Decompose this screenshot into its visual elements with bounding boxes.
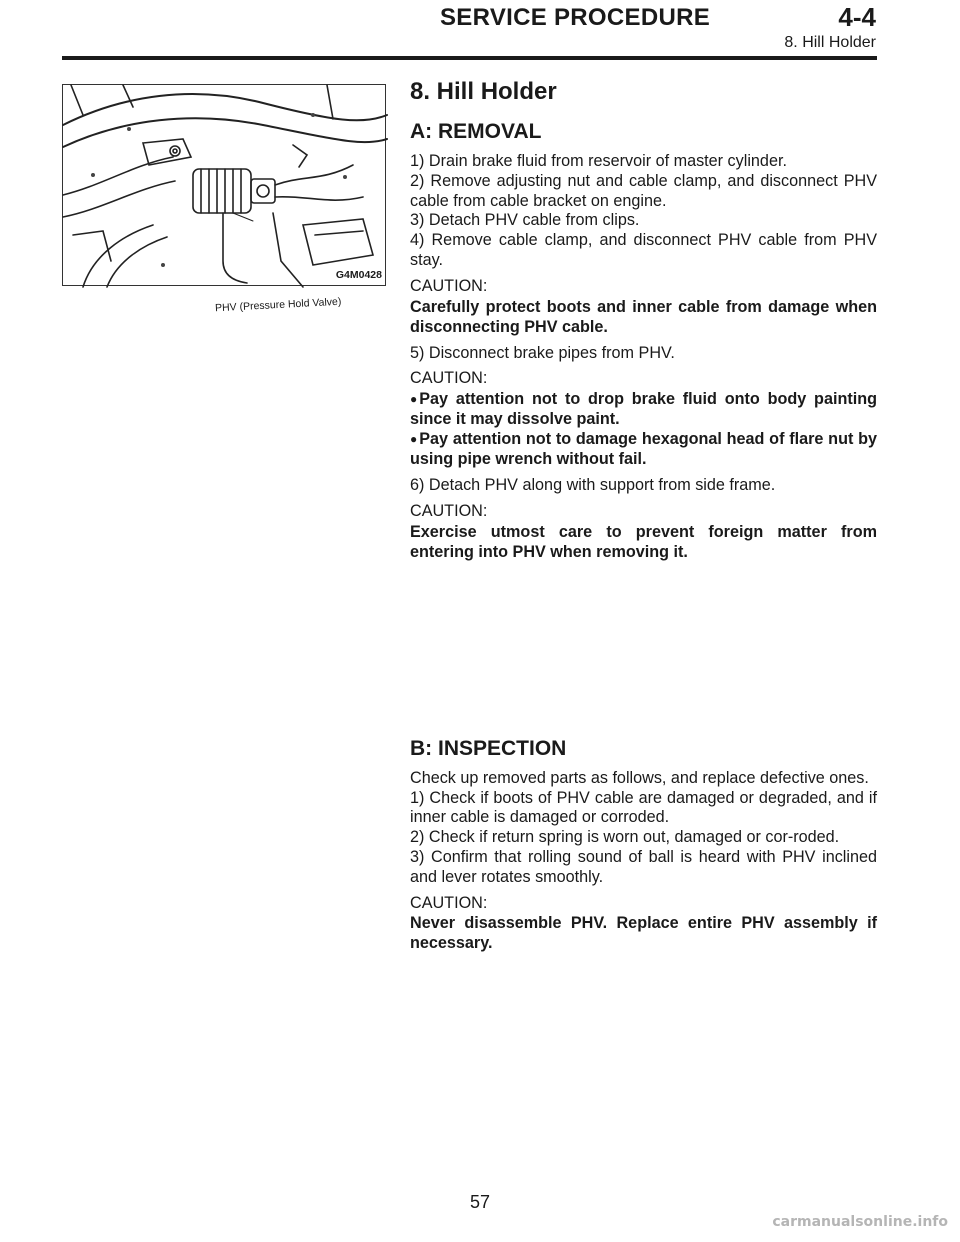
watermark: carmanualsonline.info: [772, 1214, 948, 1230]
caution-label: CAUTION:: [410, 501, 488, 520]
caution-label: CAUTION:: [410, 893, 488, 912]
inspection-step-1: 1) Check if boots of PHV cable are damaged or degraded, and if inner cable is damaged or corroded.: [410, 788, 877, 827]
bullet-icon: ●: [410, 392, 418, 407]
header-subsection: 8. Hill Holder: [784, 34, 876, 51]
caution-text: Never disassemble PHV. Replace entire PHV assembly if necessary.: [410, 914, 877, 953]
page-number: 57: [469, 1192, 491, 1212]
caution-label: CAUTION:: [410, 369, 488, 388]
phv-callout-label: PHV (Pressure Hold Valve): [214, 295, 342, 315]
figure-code: G4M0428: [335, 269, 382, 281]
content-column: [410, 76, 877, 960]
inspection-step-3: 3) Confirm that rolling sound of ball is heard with PHV inclined and lever rotates smoothly.: [410, 847, 877, 886]
removal-step-2: 2) Remove adjusting nut and cable clamp, and disconnect PHV cable from cable bracket on engine.: [410, 171, 877, 210]
header-section-number: 4-4: [838, 2, 876, 32]
caution-bullet: [410, 389, 877, 429]
removal-step-6: 6) Detach PHV along with support from side frame.: [410, 476, 776, 495]
caution-text: Exercise utmost care to prevent foreign matter from entering into PHV when removing it.: [410, 522, 877, 561]
phv-figure: [62, 84, 386, 315]
inspection-intro: Check up removed parts as follows, and replace defective ones.: [410, 768, 869, 787]
caution-bullet-text: Pay attention not to damage hexagonal head of flare nut by using pipe wrench without fail.: [410, 430, 877, 469]
caution-bullet: [410, 429, 877, 469]
caution-bullet-text: Pay attention not to drop brake fluid onto body painting since it may dissolve paint.: [410, 390, 877, 429]
caution-text: Carefully protect boots and inner cable from damage when disconnecting PHV cable.: [410, 297, 877, 336]
spacer: [410, 569, 877, 735]
section-heading: 8. Hill Holder: [410, 78, 557, 105]
inspection-step-2: 2) Check if return spring is worn out, damaged or cor-roded.: [410, 828, 840, 847]
inspection-heading: B: INSPECTION: [410, 736, 567, 760]
removal-step-3: 3) Detach PHV cable from clips.: [410, 211, 640, 230]
removal-heading: A: REMOVAL: [410, 120, 542, 143]
removal-step-4: 4) Remove cable clamp, and disconnect PHV cable from PHV stay.: [410, 231, 877, 269]
header-rule: [62, 56, 877, 60]
removal-step-5: 5) Disconnect brake pipes from PHV.: [410, 343, 675, 362]
removal-step-1: 1) Drain brake fluid from reservoir of master cylinder.: [410, 152, 787, 170]
engine-bay-illustration: [63, 85, 387, 287]
bullet-icon: ●: [410, 432, 418, 447]
header-title: SERVICE PROCEDURE: [440, 4, 711, 31]
caution-label: CAUTION:: [410, 276, 488, 295]
